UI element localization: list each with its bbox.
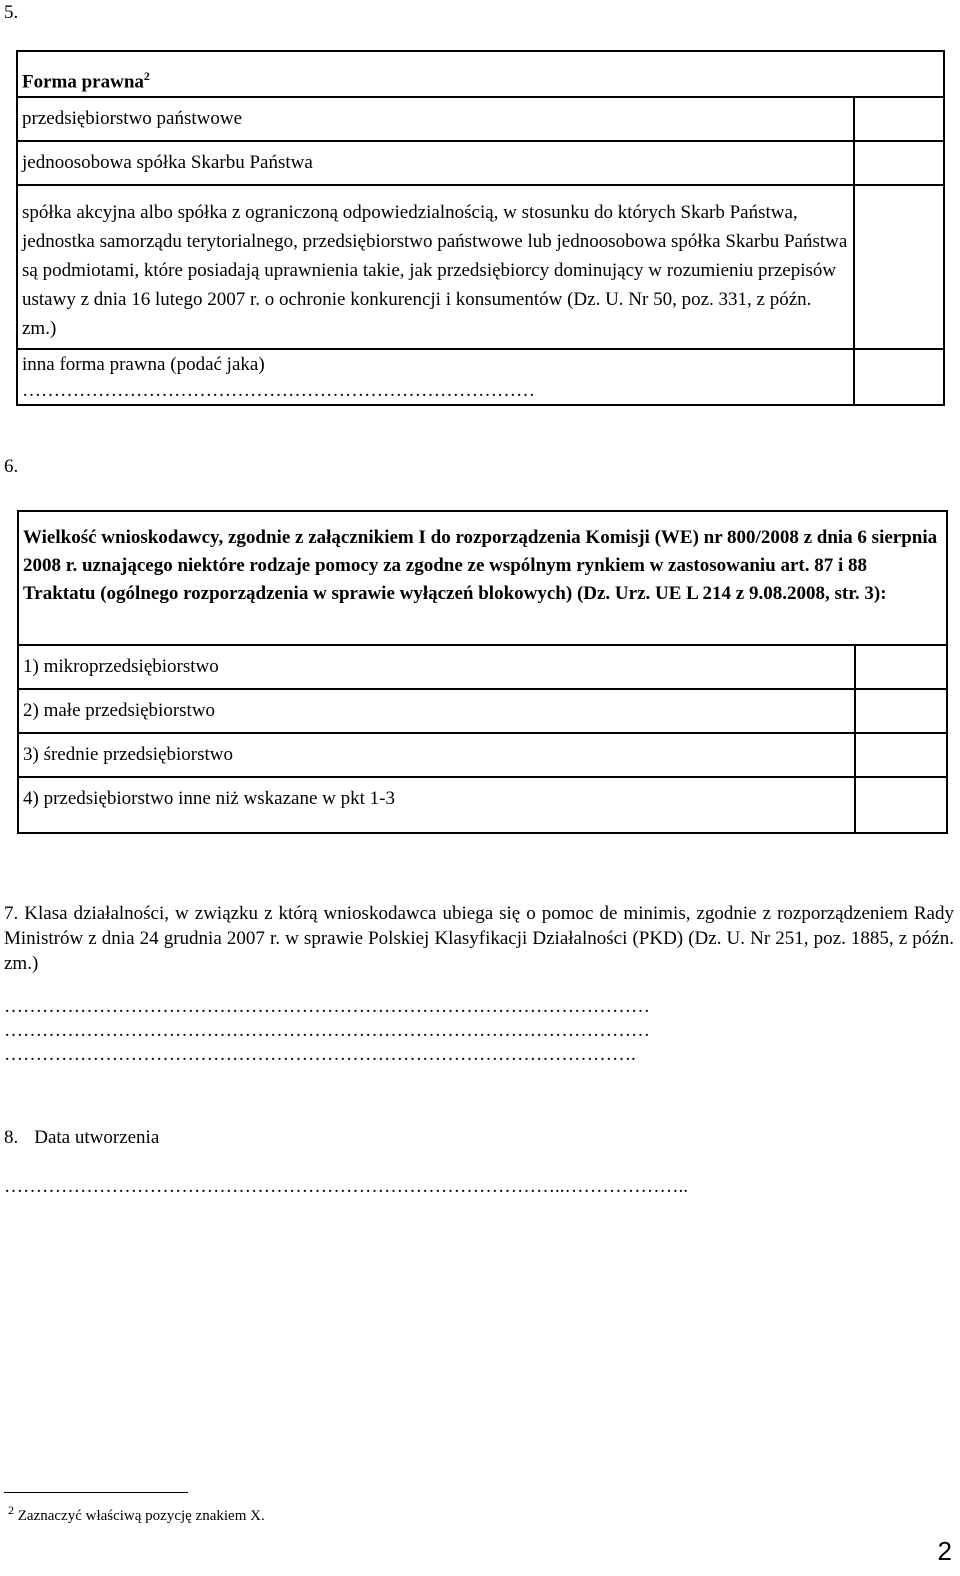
activity-class-dots-3[interactable]: ………………………………………………………………………………………. [4, 1044, 636, 1065]
legal-form-option: przedsiębiorstwo państwowe [17, 97, 854, 141]
section-6-number: 6. [4, 456, 19, 477]
activity-class-text: 7. Klasa działalności, w związku z którą wnioskodawca ubiega się o pomoc de minimis, zgodnie z rozporządzeniem Rady Ministrów z dnia 24 grudnia 2007 r. w sprawie Polskiej Klasyfikacji Działalności (PKD) (Dz. U. Nr 251, poz. 1885, z późn. zm.) [4, 903, 954, 974]
legal-form-option: jednoosobowa spółka Skarbu Państwa [17, 141, 854, 185]
activity-class-dots-2[interactable]: ………………………………………………………………………………………… [4, 1020, 650, 1041]
company-size-option: 1) mikroprzedsiębiorstwo [18, 645, 855, 689]
footnote [8, 1500, 265, 1526]
company-size-title: Wielkość wnioskodawcy, zgodnie z załącznikiem I do rozporządzenia Komisji (WE) nr 800/2008 z dnia 6 sierpnia 2008 r. uznającego niektóre rodzaje pomocy za zgodne ze wspólnym rynkiem w zastosowaniu art. 87 i 88 Traktatu (ogólnego rozporządzenia w sprawie wyłączeń blokowych) (Dz. Urz. UE L 214 z 9.08.2008, str. 3): [18, 511, 947, 645]
checkbox-single-shareholder-company[interactable] [854, 141, 944, 185]
company-size-option: 4) przedsiębiorstwo inne niż wskazane w pkt 1-3 [18, 777, 855, 833]
page-number: 2 [937, 1536, 952, 1566]
other-form-dots[interactable]: ……………………………………………………………………… [22, 380, 535, 402]
company-size-table [17, 510, 948, 834]
footnote-separator [4, 1492, 188, 1493]
checkbox-small[interactable] [855, 689, 947, 733]
footnote-number: 2 [8, 1503, 14, 1517]
checkbox-medium[interactable] [855, 733, 947, 777]
section-5-number: 5. [4, 2, 19, 23]
company-size-option: 3) średnie przedsiębiorstwo [18, 733, 855, 777]
checkbox-other-size[interactable] [855, 777, 947, 833]
checkbox-micro[interactable] [855, 645, 947, 689]
legal-form-option-other [17, 349, 854, 405]
checkbox-other-form[interactable] [854, 349, 944, 405]
legal-form-title: Forma prawna [22, 71, 144, 93]
other-form-label: inna forma prawna (podać jaka) [22, 354, 265, 376]
footnote-ref: 2 [143, 69, 150, 83]
legal-form-header [17, 51, 944, 97]
checkbox-joint-stock-company[interactable] [854, 185, 944, 349]
section-8-number: 8. [4, 1127, 19, 1148]
activity-class-dots-1[interactable]: ………………………………………………………………………………………… [4, 996, 650, 1017]
creation-date-title: Data utworzenia [34, 1127, 160, 1148]
company-size-option: 2) małe przedsiębiorstwo [18, 689, 855, 733]
checkbox-state-enterprise[interactable] [854, 97, 944, 141]
creation-date-heading [4, 1126, 159, 1150]
legal-form-table [16, 50, 945, 406]
footnote-text: Zaznaczyć właściwą pozycję znakiem X. [17, 1508, 265, 1524]
legal-form-option: spółka akcyjna albo spółka z ograniczoną odpowiedzialnością, w stosunku do których Skarb Państwa, jednostka samorządu terytorialnego, przedsiębiorstwo państwowe lub jednoosobowa spółka Skarbu Państwa są podmiotami, które posiadają uprawnienia takie, jak przedsiębiorcy dominujący w rozumieniu przepisów ustawy z dnia 16 lutego 2007 r. o ochronie konkurencji i konsumentów (Dz. U. Nr 50, poz. 331, z późn. zm.) [17, 185, 854, 349]
creation-date-dots[interactable]: ……………………………………………………………………………..……………….. [4, 1176, 688, 1197]
